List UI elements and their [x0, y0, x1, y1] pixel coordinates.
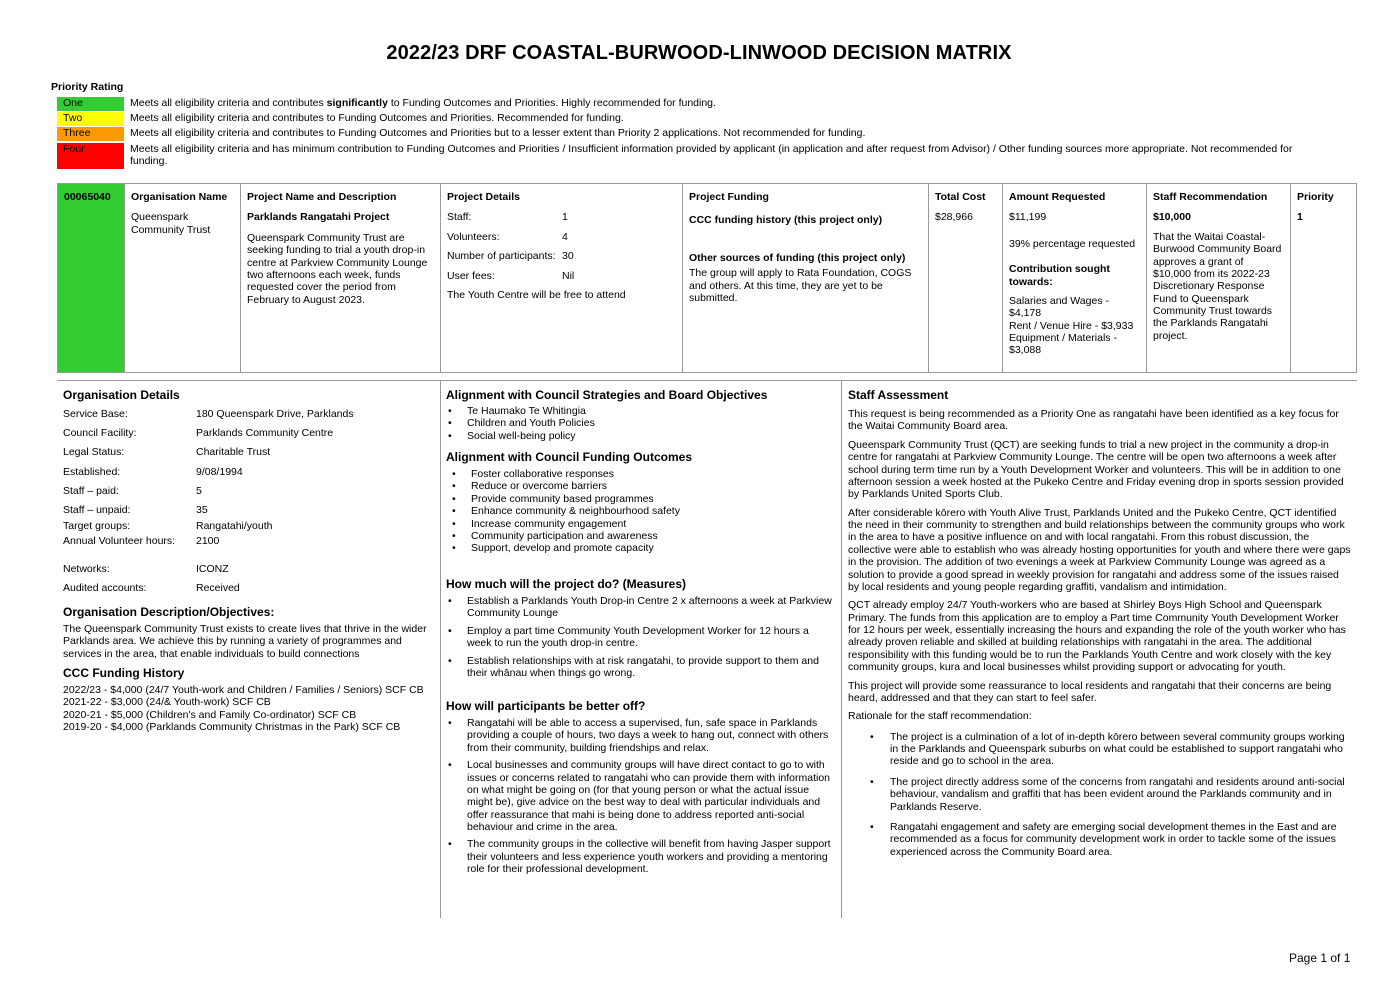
assessment-paragraph: After considerable kōrero with Youth Alive Trust, Parklands United and the Pukeko Centre, QCT identified the need in their community to strengthen and build relationships between the community groups who work in the area to have a positive influence on and with local rangatahi. From this robust discussion, the collective were able to establish who was already hosting opportunities for youth and where there were gaps in the provision. The addition of two evenings a week at Parkview Community Lounge was agreed as a solution to provide a good spread in weekly provision for rangatahi and address some of the issues raised by local residents and young people regarding graffiti, vandalism and intimidation. — [848, 506, 1351, 593]
list-item: • Establish a Parklands Youth Drop-in Centre 2 x afternoons a week at Parkview Community Lounge — [446, 595, 836, 620]
strategies-heading: Alignment with Council Strategies and Board Objectives — [446, 388, 768, 402]
list-item: • The project directly address some of the concerns from rangatahi and residents around anti-social behaviour, vandalism and graffiti that has been evident around the Parklands community and in Parklands Reserve. — [865, 776, 1351, 813]
project-col — [241, 184, 441, 372]
staff-rec-amount: $10,000 — [1153, 211, 1191, 224]
staff-rec-col — [1147, 184, 1291, 372]
detail-row: Number of participants: 30 — [447, 250, 574, 263]
strategies-list — [446, 405, 836, 442]
org-detail-row: Networks: ICONZ — [63, 563, 229, 575]
amount-header: Amount Requested — [1009, 191, 1106, 203]
column-divider — [440, 380, 441, 918]
contribution-line: Rent / Venue Hire - $3,933 — [1009, 319, 1134, 332]
total-cost-header: Total Cost — [935, 191, 986, 203]
org-detail-row: Annual Volunteer hours: 2100 — [63, 535, 220, 547]
org-detail-row: Established: 9/08/1994 — [63, 466, 243, 478]
priority-col — [1291, 184, 1357, 372]
org-detail-row: Council Facility: Parklands Community Centre — [63, 427, 334, 439]
org-description: The Queenspark Community Trust exists to create lives that thrive in the wider Parklands area. We achieve this by running a variety of programmes and services in the area, that enable individuals to build connections — [63, 623, 427, 660]
page-title: 2022/23 DRF COASTAL-BURWOOD-LINWOOD DECISION MATRIX — [386, 42, 1012, 64]
list-item: • Rangatahi will be able to access a supervised, fun, safe space in Parklands providing a couple of hours, two days a week to hang out, connect with others from their community, building friendships and relax. — [446, 717, 836, 754]
project-name: Parklands Rangatahi Project — [247, 211, 390, 224]
funding-history-item: 2022/23 - $4,000 (24/7 Youth-work and Children / Families / Seniors) SCF CB — [63, 684, 424, 696]
staff-rec-text: That the Waitai Coastal-Burwood Community Board approves a grant of $10,000 from its 2022-23 Discretionary Response Fund to Queenspark Community Trust towards the Parklands Rangatahi project. — [1153, 230, 1282, 342]
total-cost: $28,966 — [935, 211, 973, 224]
list-item: • Children and Youth Policies — [446, 417, 836, 429]
org-detail-row: Staff – paid: 5 — [63, 485, 202, 497]
amount-requested: $11,199 — [1009, 211, 1047, 224]
list-item: • Employ a part time Community Youth Development Worker for 12 hours a week to run the youth drop-in centre. — [446, 625, 836, 650]
contribution-line: Salaries and Wages - $4,178 — [1009, 294, 1109, 320]
column-divider — [841, 380, 842, 918]
assessment-paragraph: QCT already employ 24/7 Youth-workers who are based at Shirley Boys High School and Queenspark Primary. The funds from this application are to employ a Part time Community Youth Development Worker for 12 hours per week, essentially increasing the hours and expanding the role of the youth worker who has already proven reliable and skilled at building relationships with rangatahi in the area. The additional responsibility with this funding would be to run the Parklands Youth Centre and work closely with the key community groups, kura and local businesses whilst providing support or advocating for youth. — [848, 599, 1346, 674]
list-item: • Enhance community & neighbourhood safety — [450, 505, 836, 517]
better-off-list — [446, 717, 836, 876]
org-name-header: Organisation Name — [131, 191, 228, 203]
priority-desc-two: Meets all eligibility criteria and contributes to Funding Outcomes and Priorities. Recommended for funding. — [130, 112, 624, 124]
outcomes-heading: Alignment with Council Funding Outcomes — [446, 450, 692, 464]
application-id-cell — [58, 184, 125, 372]
priority-header: Priority — [1297, 191, 1334, 203]
funding-header: Project Funding — [689, 191, 769, 203]
funding-history-item: 2020-21 - $5,000 (Children's and Family Co-ordinator) SCF CB — [63, 708, 357, 721]
list-item: • Support, develop and promote capacity — [450, 542, 836, 554]
priority-rating-heading: Priority Rating — [51, 81, 124, 93]
org-detail-row: Target groups: Rangatahi/youth — [63, 520, 273, 532]
list-item: • Local businesses and community groups will have direct contact to go to with issues or concerns related to rangatahi who can provide them with information on what might be going on (for that young person or what the actual issue might be), give advice on the best way to deal with particular individuals and offer reassurance that mahi is being done to address reported anti-social behaviour and crime in the area. — [446, 759, 836, 833]
contribution-line: Equipment / Materials - $3,088 — [1009, 332, 1117, 357]
measures-heading: How much will the project do? (Measures) — [446, 577, 687, 591]
better-off-heading: How will participants be better off? — [446, 699, 646, 713]
percentage-requested: 39% percentage requested — [1009, 237, 1136, 250]
funding-history-header: CCC funding history (this project only) — [689, 214, 883, 227]
funding-history-list — [63, 684, 435, 734]
detail-row: Staff: 1 — [447, 211, 568, 224]
funding-history-item: 2019-20 - $4,000 (Parklands Community Christmas in the Park) SCF CB — [63, 721, 401, 734]
outcomes-list — [450, 468, 836, 555]
assessment-body — [848, 408, 1351, 858]
measures-list — [446, 595, 836, 679]
list-item: • Rangatahi engagement and safety are emerging social development themes in the East and are recommended as a focus for community development work in order to tackle some of the issues experienced across the Community Board area. — [865, 821, 1351, 858]
details-header: Project Details — [447, 191, 520, 203]
staff-rec-header: Staff Recommendation — [1153, 191, 1268, 203]
list-item: • Establish relationships with at risk rangatahi, to provide support to them and their whānau when things go wrong. — [446, 655, 836, 680]
list-item: • Provide community based programmes — [450, 493, 836, 505]
contribution-header: Contribution sought towards: — [1009, 263, 1110, 288]
list-item: • The community groups in the collective will benefit from having Jasper support their volunteers and less experience youth workers and providing a mentoring role for their professional development. — [446, 838, 836, 875]
application-table — [57, 183, 1357, 373]
list-item: • Increase community engagement — [450, 518, 836, 530]
application-id: 00065040 — [64, 191, 111, 203]
project-header: Project Name and Description — [247, 191, 397, 203]
list-item: • Foster collaborative responses — [450, 468, 836, 480]
other-sources-header: Other sources of funding (this project only) — [689, 251, 906, 264]
org-name-col — [125, 184, 241, 372]
org-name: Queenspark Community Trust — [131, 211, 211, 236]
funding-history-heading: CCC Funding History — [63, 666, 185, 680]
section-divider — [57, 380, 1357, 381]
detail-row: User fees: Nil — [447, 269, 575, 282]
priority-swatch-three: Three — [57, 127, 124, 141]
funding-history-item: 2021-22 - $3,000 (24/& Youth-work) SCF CB — [63, 696, 271, 709]
priority-desc-three: Meets all eligibility criteria and contributes to Funding Outcomes and Priorities but to a lesser extent than Priority 2 applications. Not recommended for funding. — [130, 127, 866, 139]
assessment-heading: Staff Assessment — [848, 388, 949, 402]
rationale-heading: Rationale for the staff recommendation: — [848, 710, 1032, 723]
list-item: • Reduce or overcome barriers — [450, 480, 836, 492]
org-detail-row: Audited accounts: Received — [63, 582, 240, 594]
org-detail-row: Legal Status: Charitable Trust — [63, 446, 271, 458]
priority-value: 1 — [1297, 211, 1303, 224]
detail-row: Volunteers: 4 — [447, 230, 568, 243]
list-item: • The project is a culmination of a lot of in-depth kōrero between several community groups working in the Parklands and Queenspark suburbs on what could be established to support rangatahi who reside and go to school in the area. — [865, 731, 1351, 768]
priority-desc-one: Meets all eligibility criteria and contributes significantly to Funding Outcomes and Priorities. Highly recommended for funding. — [130, 97, 716, 109]
list-item: • Community participation and awareness — [450, 530, 836, 542]
list-item: • Social well-being policy — [446, 430, 836, 442]
rationale-list — [848, 731, 1351, 858]
assessment-paragraph: This request is being recommended as a Priority One as rangatahi have been identified as a key focus for the Waitai Community Board area. — [848, 408, 1339, 433]
details-col — [441, 184, 683, 372]
org-description-heading: Organisation Description/Objectives: — [63, 605, 275, 619]
assessment-paragraph: This project will provide some reassurance to local residents and rangatahi that their concerns are being heard, addressed and that they can start to feel safer. — [848, 679, 1332, 704]
details-note: The Youth Centre will be free to attend — [447, 289, 626, 302]
other-sources: The group will apply to Rata Foundation, COGS and others. At this time, they are yet to be submitted. — [689, 267, 912, 304]
org-details-heading: Organisation Details — [63, 388, 180, 402]
amount-col — [1003, 184, 1147, 372]
priority-swatch-one: One — [57, 97, 124, 111]
org-detail-row: Staff – unpaid: 35 — [63, 504, 208, 516]
priority-swatch-two: Two — [57, 112, 124, 126]
project-description: Queenspark Community Trust are seeking funding to trial a youth drop-in centre at Parkview Community Lounge two afternoons each week, funds requested cover the period from February to August 2023. — [247, 231, 428, 306]
priority-swatch-four: Four — [57, 143, 124, 169]
list-item: • Te Haumako Te Whitingia — [446, 405, 836, 417]
org-detail-row: Service Base: 180 Queenspark Drive, Parklands — [63, 408, 354, 420]
total-cost-col — [929, 184, 1003, 372]
funding-col — [683, 184, 929, 372]
page-number: Page 1 of 1 — [1289, 951, 1351, 965]
priority-desc-four: Meets all eligibility criteria and has minimum contribution to Funding Outcomes and Priorities / Insufficient information provided by applicant (in application and after request from Advisor) / Other funding sources more appropriate. Not recommended for funding. — [130, 143, 1293, 168]
assessment-paragraph: Queenspark Community Trust (QCT) are seeking funds to trial a new project in the community a drop-in centre for rangatahi at Parkview Community Lounge. The centre will be open two afternoons a week after school during term time run by a Youth Development Worker and volunteers. This will be in addition to one afternoon session a week hosted at the Pukeko Centre and Friday evening drop in sports session provided by Parklands United Sports Club. — [848, 438, 1344, 501]
